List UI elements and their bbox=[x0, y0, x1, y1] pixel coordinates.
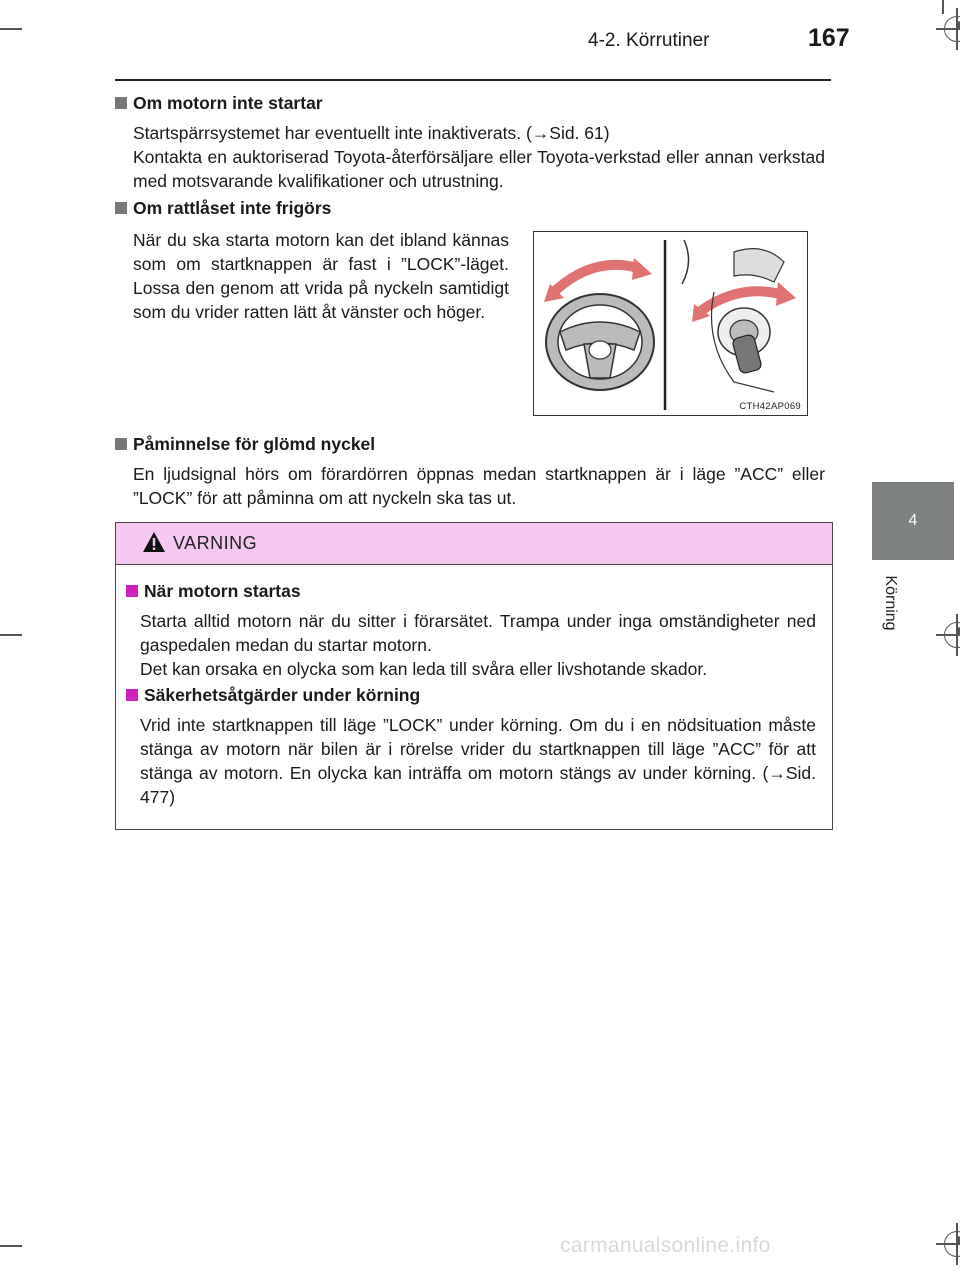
paragraph-line: En ljudsignal hörs om förardörren öppnas medan startknappen är i läge ”ACC” eller ”LOCK” för att påminna om att nyckeln ska tas ut. bbox=[133, 464, 825, 508]
steering-wheel-key-illustration bbox=[533, 231, 808, 416]
watermark: carmanualsonline.info bbox=[560, 1234, 771, 1257]
page-number: 167 bbox=[808, 24, 850, 52]
warning-item-body bbox=[140, 713, 816, 809]
section-body bbox=[133, 228, 509, 324]
steering-wheel-illustration-icon bbox=[534, 232, 807, 415]
section-heading: Om rattlåset inte frigörs bbox=[115, 198, 331, 219]
figure-code: CTH42AP069 bbox=[739, 401, 801, 412]
bullet-square-icon bbox=[115, 202, 127, 214]
warning-header bbox=[116, 523, 832, 565]
crop-mark bbox=[942, 0, 944, 14]
section-body bbox=[133, 462, 825, 510]
paragraph-line: Vrid inte startknappen till läge ”LOCK” under körning. Om du i en nödsituation måste stänga av motorn när bilen är i rörelse vrider du startknappen till läge ”ACC” för att stänga av motorn. En olycka kan inträffa om motorn stängs av under körning. (→Sid. 477) bbox=[140, 715, 816, 807]
registration-mark-icon bbox=[944, 622, 960, 648]
bullet-square-icon bbox=[115, 97, 127, 109]
section-heading: Om motorn inte startar bbox=[115, 93, 323, 114]
warning-item-heading: Säkerhetsåtgärder under körning bbox=[126, 685, 420, 706]
paragraph-line: Det kan orsaka en olycka som kan leda till svåra eller livshotande skador. bbox=[140, 659, 708, 679]
chapter-label-text: Körning bbox=[882, 575, 899, 631]
warning-triangle-icon bbox=[142, 531, 166, 553]
paragraph-line: Starta alltid motorn när du sitter i förarsätet. Trampa under inga omständigheter ned gaspedalen medan du startar motorn. bbox=[140, 611, 816, 655]
section-body bbox=[133, 121, 825, 193]
bullet-square-icon bbox=[115, 438, 127, 450]
chapter-tab bbox=[872, 482, 954, 560]
registration-mark-icon bbox=[944, 1231, 960, 1257]
warning-title: VARNING bbox=[173, 533, 258, 553]
crop-mark bbox=[0, 634, 22, 636]
crop-mark bbox=[0, 1245, 22, 1247]
warning-box bbox=[115, 522, 833, 830]
paragraph-line: Kontakta en auktoriserad Toyota-återförsäljare eller Toyota-verkstad eller annan verkstad med motsvarande kvalifikationer och utrustning. bbox=[133, 147, 825, 191]
paragraph-line: Startspärrsystemet har eventuellt inte inaktiverats. (→Sid. 61) bbox=[133, 123, 610, 143]
header-section-title: 4-2. Körrutiner bbox=[588, 30, 710, 51]
crop-mark bbox=[0, 28, 22, 30]
chapter-number: 4 bbox=[908, 512, 918, 529]
warning-item-heading: När motorn startas bbox=[126, 581, 301, 602]
paragraph-line: När du ska starta motorn kan det ibland kännas som om startknappen är fast i ”LOCK”-läget. Lossa den genom att vrida på nyckeln samtidigt som du vrider ratten lätt åt vänster och höger. bbox=[133, 230, 509, 322]
registration-mark-icon bbox=[944, 16, 960, 42]
bullet-square-icon bbox=[126, 689, 138, 701]
warning-item-body bbox=[140, 609, 816, 681]
bullet-square-icon bbox=[126, 585, 138, 597]
section-heading: Påminnelse för glömd nyckel bbox=[115, 434, 375, 455]
header-rule bbox=[115, 79, 831, 81]
chapter-label bbox=[872, 568, 906, 648]
